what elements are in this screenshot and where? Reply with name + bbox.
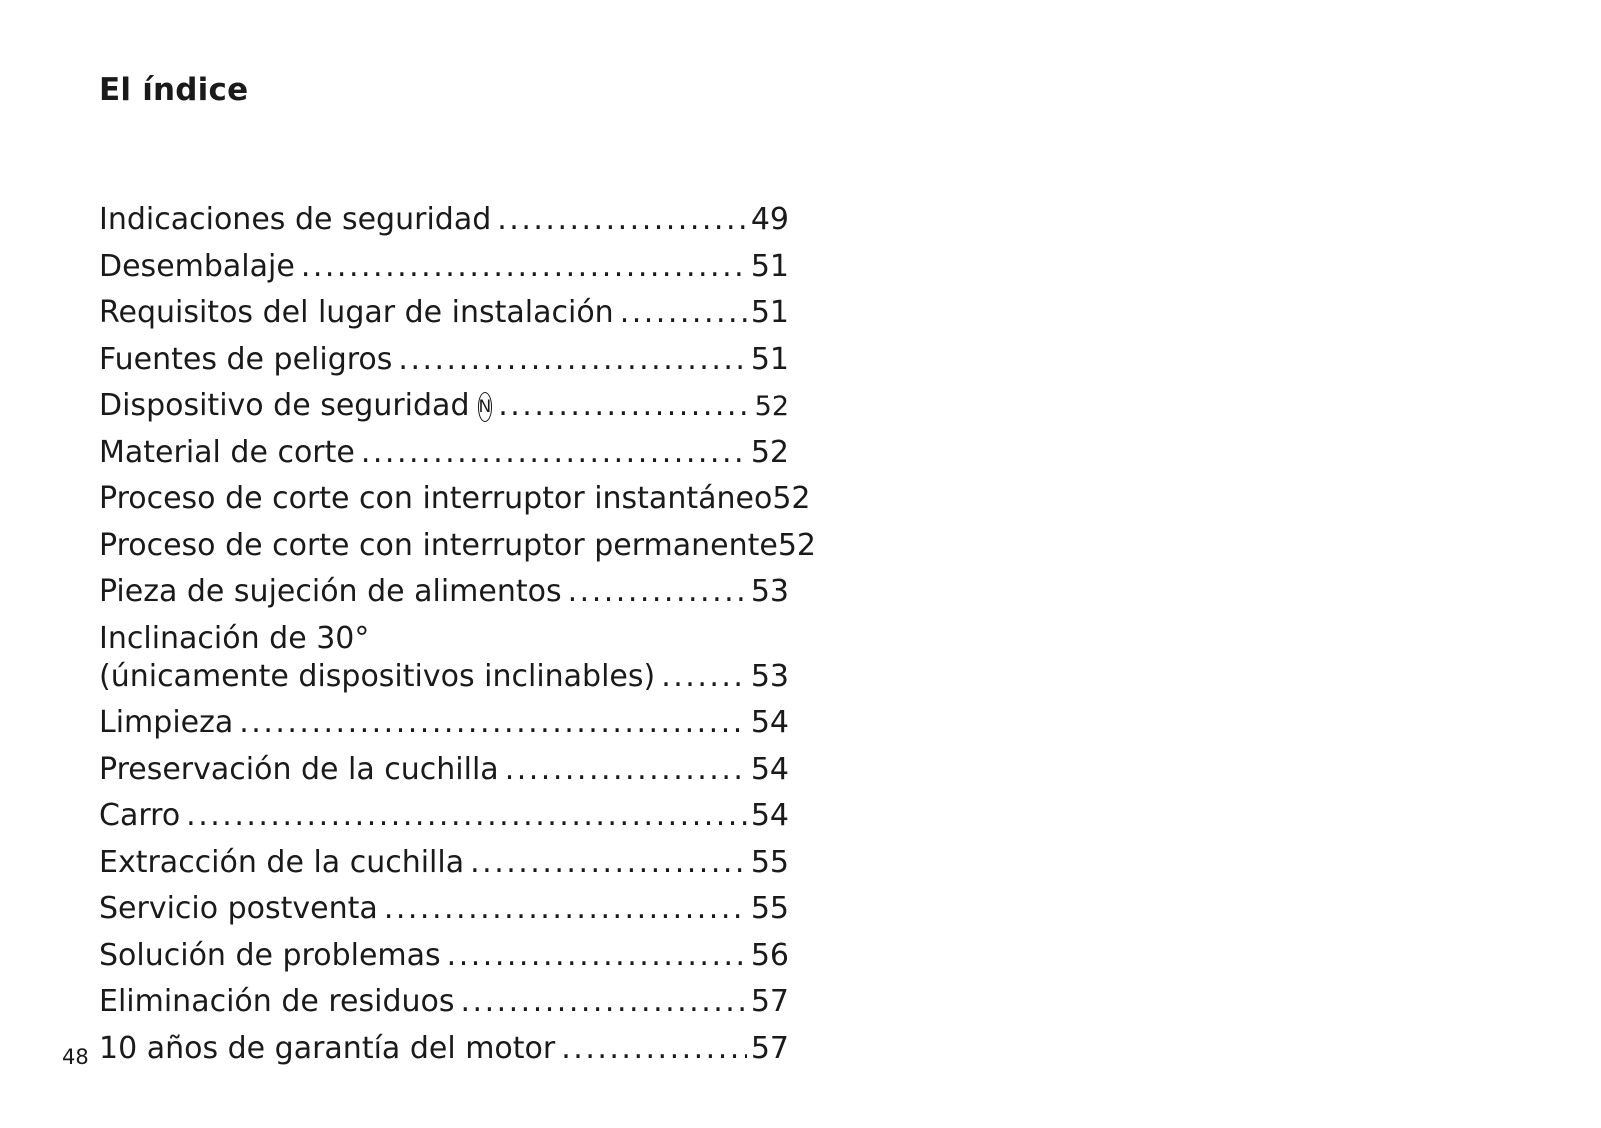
dot-leader xyxy=(505,747,747,794)
toc-entry-page: 57 xyxy=(750,984,789,1019)
toc-entry-servicio-postventa[interactable] xyxy=(99,886,789,933)
toc-entry-page: 53 xyxy=(750,658,789,694)
toc-entry-page: 57 xyxy=(750,1030,789,1066)
toc-entry-fuentes-de-peligros[interactable] xyxy=(99,337,789,384)
toc-entry-pieza-de-sujecion[interactable] xyxy=(99,569,789,616)
dot-leader xyxy=(301,244,747,291)
toc-entry-title: Carro xyxy=(99,798,181,833)
dot-leader xyxy=(361,430,747,477)
toc-entry-page: 53 xyxy=(750,574,789,609)
toc-entry-page: 55 xyxy=(750,891,789,926)
dot-leader xyxy=(561,1026,747,1073)
dot-leader xyxy=(498,383,750,430)
dot-leader xyxy=(186,793,747,840)
toc-entry-page: 52 xyxy=(777,527,816,563)
toc-entry-page: 56 xyxy=(750,937,789,973)
page-number: 48 xyxy=(62,1045,89,1069)
toc-entry-title: Material de corte xyxy=(99,434,355,470)
toc-entry-page: 49 xyxy=(750,202,789,237)
toc-entry-title-line-1: Inclinación de 30° xyxy=(99,620,370,656)
toc-entry-title: Pieza de sujeción de alimentos xyxy=(99,574,562,609)
toc-entry-page: 52 xyxy=(754,391,789,422)
toc-entry-page: 54 xyxy=(750,751,789,787)
toc-entry-title: Limpieza xyxy=(99,705,234,740)
toc-entry-page: 51 xyxy=(750,248,789,284)
toc-entry-page: 51 xyxy=(750,295,789,330)
toc-entry-interruptor-instantaneo[interactable] xyxy=(99,476,811,523)
dot-leader xyxy=(461,979,747,1026)
toc-entry-page: 52 xyxy=(750,434,789,470)
dot-leader xyxy=(661,654,747,701)
dot-leader xyxy=(384,886,747,933)
toc-entry-title: Solución de problemas xyxy=(99,937,441,973)
toc-entry-title: Eliminación de residuos xyxy=(99,984,455,1019)
toc-entry-carro[interactable] xyxy=(99,793,789,840)
dot-leader xyxy=(398,337,746,384)
toc-entry-page: 51 xyxy=(750,341,789,377)
toc-entry-title: Requisitos del lugar de instalación xyxy=(99,295,614,330)
dot-leader xyxy=(620,290,747,337)
dot-leader xyxy=(447,933,747,980)
toc-entry-dispositivo-de-seguridad[interactable] xyxy=(99,383,789,430)
toc-entry-desembalaje[interactable] xyxy=(99,244,789,291)
toc-entry-title: Indicaciones de seguridad xyxy=(99,202,492,237)
toc-entry-title: Dispositivo de seguridad xyxy=(99,388,470,423)
toc-entry-title: Proceso de corte con interruptor permanente xyxy=(99,527,778,563)
toc-entry-line-2 xyxy=(99,654,789,701)
circled-n-icon: N xyxy=(478,392,493,422)
toc-entry-title: Fuentes de peligros xyxy=(99,341,393,377)
table-of-contents xyxy=(99,197,816,1072)
toc-entry-material-de-corte[interactable] xyxy=(99,430,789,477)
toc-entry-title: Desembalaje xyxy=(99,248,295,284)
toc-entry-page: 54 xyxy=(750,798,789,833)
dot-leader xyxy=(568,569,747,616)
toc-entry-extraccion[interactable] xyxy=(99,840,789,887)
toc-entry-page: 55 xyxy=(750,844,789,880)
dot-leader xyxy=(470,840,747,887)
toc-entry-eliminacion-de-residuos[interactable] xyxy=(99,979,789,1026)
toc-entry-page: 52 xyxy=(772,481,811,516)
toc-entry-title: Servicio postventa xyxy=(99,891,378,926)
toc-entry-title: Preservación de la cuchilla xyxy=(99,751,499,787)
toc-entry-requisitos-del-lugar[interactable] xyxy=(99,290,789,337)
toc-entry-page: 54 xyxy=(750,705,789,740)
toc-entry-title-line-2: (únicamente dispositivos inclinables) xyxy=(99,658,656,694)
toc-entry-solucion-de-problemas[interactable] xyxy=(99,933,789,980)
toc-entry-indicaciones-de-seguridad[interactable] xyxy=(99,197,789,244)
toc-entry-preservacion[interactable] xyxy=(99,747,789,794)
toc-entry-title: 10 años de garantía del motor xyxy=(99,1030,556,1066)
toc-entry-title: Proceso de corte con interruptor instantáneo xyxy=(99,481,773,516)
toc-entry-inclinacion[interactable] xyxy=(99,616,789,701)
toc-entry-limpieza[interactable] xyxy=(99,700,789,747)
page-heading: El índice xyxy=(99,72,249,108)
toc-entry-interruptor-permanente[interactable] xyxy=(99,523,816,570)
toc-entry-garantia-del-motor[interactable] xyxy=(99,1026,789,1073)
dot-leader xyxy=(497,197,747,244)
toc-entry-title: Extracción de la cuchilla xyxy=(99,844,465,880)
dot-leader xyxy=(239,700,747,747)
